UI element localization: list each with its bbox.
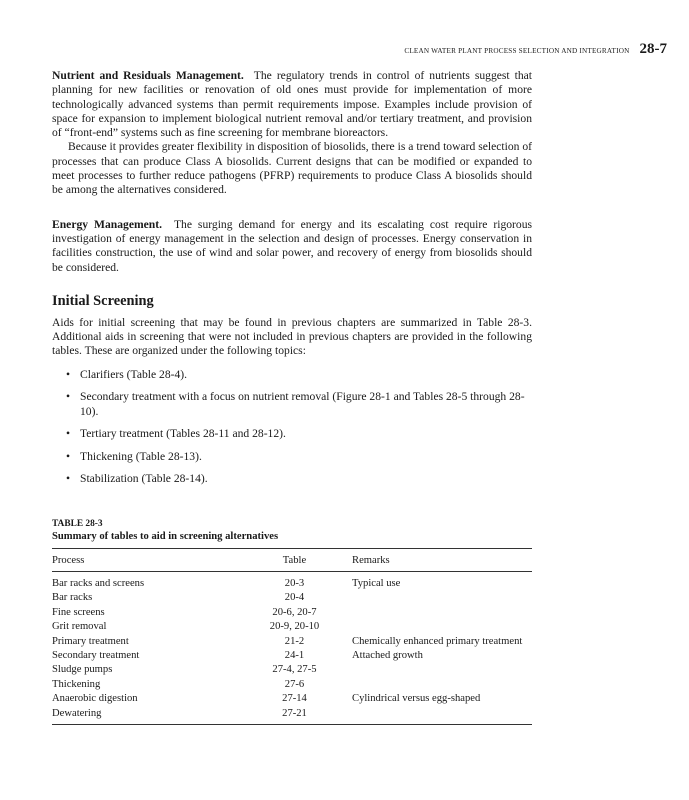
table-row: Bar racks 20-4	[52, 592, 305, 604]
table-row: Secondary treatment 24-1 Attached growth	[52, 650, 423, 662]
energy-paragraph	[52, 218, 532, 275]
bullet-icon: •	[66, 427, 71, 441]
section-title: Initial Screening	[52, 292, 154, 309]
header-process: Process	[52, 554, 85, 566]
body-text	[52, 69, 532, 495]
page-header	[404, 41, 667, 58]
table-row: Primary treatment 21-2 Chemically enhanced primary treatment	[52, 635, 523, 647]
bullet-icon: •	[66, 449, 71, 463]
list-item: • Clarifiers (Table 28-4).	[66, 367, 188, 381]
table-row: Dewatering 27-21	[52, 707, 532, 725]
bullet-icon: •	[66, 390, 71, 404]
table-row: Bar racks and screens 20-3 Typical use	[52, 578, 401, 589]
table-row: Fine screens 20-6, 20-7	[52, 606, 317, 618]
list-item: • Secondary treatment with a focus on nutrient removal (Figure 28-1 and Tables 28-5 through 28-10).	[66, 390, 525, 418]
table-block	[52, 518, 532, 725]
table-caption: Summary of tables to aid in screening alternatives	[52, 531, 279, 542]
screening-table	[52, 548, 532, 725]
energy-heading: Energy Management.	[52, 217, 162, 231]
bullet-icon: •	[66, 472, 71, 486]
table-number: TABLE 28-3	[52, 519, 103, 529]
header-remarks: Remarks	[352, 554, 390, 566]
bullet-icon: •	[66, 367, 71, 381]
table-row: Thickening 27-6	[52, 678, 305, 690]
biosolids-paragraph: Because it provides greater flexibility in disposition of biosolids, there is a trend toward selection of processes that can produce Class A biosolids. Current designs that can be modified or expanded to meet processes to further reduce pathogens (PFRP) requirements to produce Class A biosolids should be among the alternatives considered.	[52, 140, 532, 197]
header-table: Table	[282, 554, 307, 566]
table-row: Grit removal 20-9, 20-10	[52, 621, 320, 633]
topic-list	[52, 368, 532, 487]
table-row: Anaerobic digestion 27-14 Cylindrical versus egg-shaped	[52, 693, 481, 705]
nutrient-paragraph	[52, 69, 532, 140]
list-item: • Thickening (Table 28-13).	[66, 449, 202, 463]
table-header-row	[52, 549, 532, 572]
energy-text: The surging demand for energy and its escalating cost require rigorous investigation of energy management in the selection and design of processes. Energy conservation in facilities construction, the use of wind and solar power, and recovery of energy from biosolids should be considered.	[52, 217, 533, 274]
screening-intro: Aids for initial screening that may be found in previous chapters are summarized in Table 28-3. Additional aids in screening that were not included in previous chapters are provided in the following tables. These are organized under the following topics:	[52, 315, 532, 358]
running-title: CLEAN WATER PLANT PROCESS SELECTION AND INTEGRATION	[404, 47, 630, 55]
page-number: 28-7	[639, 41, 667, 57]
list-item: • Stabilization (Table 28-14).	[66, 472, 208, 486]
list-item: • Tertiary treatment (Tables 28-11 and 28-12).	[66, 427, 286, 441]
nutrient-text: The regulatory trends in control of nutrients suggest that planning for new facilities or renovation of old ones must provide for implementation of more technologically advanced systems than permit requirements impose. Examples include provision of space for expansion to implement biological nutrient removal and/or tertiary treatment, and provision of “front-end” systems such as fine screening for membrane bioreactors.	[52, 69, 532, 140]
table-row: Sludge pumps 27-4, 27-5	[52, 664, 317, 676]
nutrient-heading: Nutrient and Residuals Management.	[52, 69, 244, 82]
